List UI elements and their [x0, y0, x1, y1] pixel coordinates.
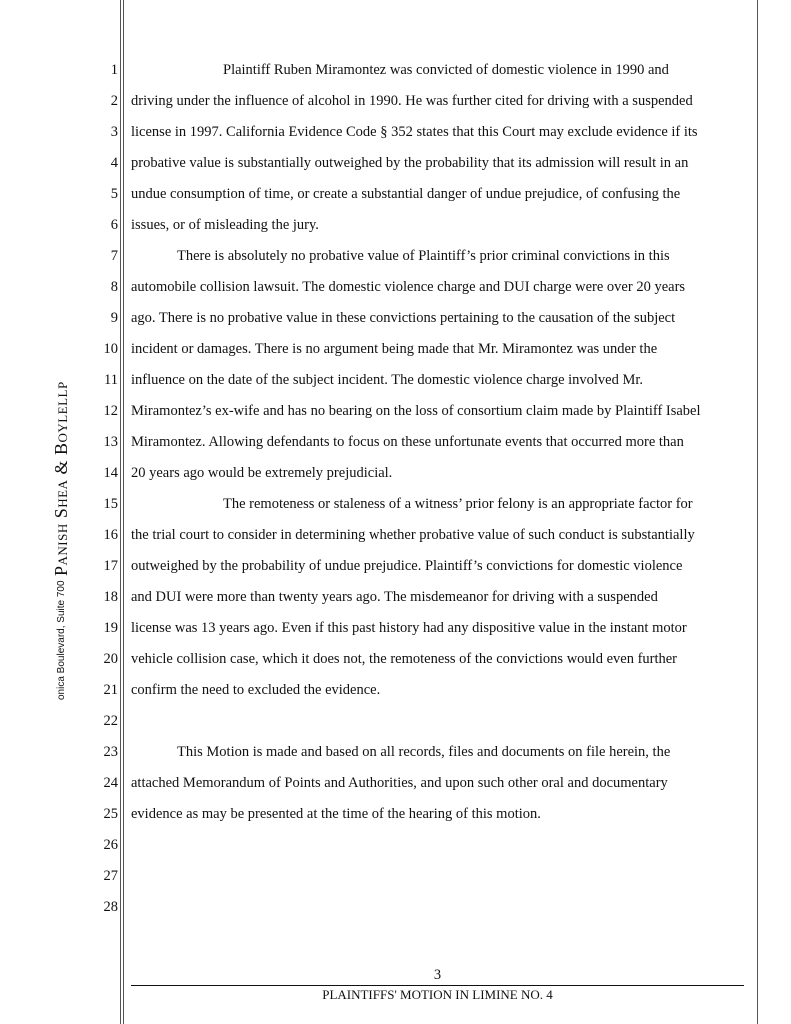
body-text-line: Plaintiff Ruben Miramontez was convicted of domestic violence in 1990 and: [223, 62, 669, 78]
firm-name: Panish Shea & Boylellp: [51, 381, 71, 577]
line-number: 21: [103, 682, 118, 698]
body-text-line: the trial court to consider in determining whether probative value of such conduct is substantially: [131, 527, 695, 543]
line-number: 17: [103, 558, 118, 574]
body-text-line: Miramontez. Allowing defendants to focus on these unfortunate events that occurred more than: [131, 434, 684, 450]
line-number: 11: [104, 372, 118, 388]
left-margin-rule-2: [123, 0, 124, 1024]
body-text-line: confirm the need to excluded the evidence.: [131, 682, 381, 698]
line-number: 8: [110, 279, 118, 295]
line-number: 10: [103, 341, 118, 357]
firm-side-caption: [51, 320, 73, 700]
line-number: 7: [110, 248, 118, 264]
line-number: 24: [103, 775, 118, 791]
footer-document-title: PLAINTIFFS' MOTION IN LIMINE NO. 4: [322, 987, 553, 1002]
line-number: 23: [103, 744, 118, 760]
body-text-line: and DUI were more than twenty years ago. The misdemeanor for driving with a suspended: [131, 589, 658, 605]
line-number: 25: [103, 806, 118, 822]
body-text-line: There is absolutely no probative value of Plaintiff’s prior criminal convictions in this: [177, 248, 670, 264]
body-text-line: outweighed by the probability of undue prejudice. Plaintiff’s convictions for domestic violence: [131, 558, 683, 574]
body-text-line: automobile collision lawsuit. The domestic violence charge and DUI charge were over 20 years: [131, 279, 686, 295]
line-number: 1: [110, 62, 118, 78]
line-number: 15: [103, 496, 118, 512]
body-text-line: 20 years ago would be extremely prejudicial.: [131, 465, 393, 481]
line-number: 5: [110, 186, 118, 202]
body-text-line: incident or damages. There is no argument being made that Mr. Miramontez was under the: [131, 341, 658, 357]
line-number: 9: [110, 310, 118, 326]
line-number: 27: [103, 868, 118, 884]
body-text-line: The remoteness or staleness of a witness’ prior felony is an appropriate factor for: [223, 496, 693, 512]
line-number: 16: [103, 527, 118, 543]
footer-divider: [131, 985, 744, 986]
body-text-line: attached Memorandum of Points and Authorities, and upon such other oral and documentary: [131, 775, 668, 791]
firm-address: onica Boulevard, Suite 700: [56, 580, 67, 700]
line-number: 28: [103, 899, 118, 915]
body-text-line: ago. There is no probative value in these convictions pertaining to the causation of the subject: [131, 310, 676, 326]
body-text-line: license was 13 years ago. Even if this past history had any dispositive value in the instant motor: [131, 620, 687, 636]
line-number: 14: [103, 465, 118, 481]
line-number: 13: [103, 434, 118, 450]
line-number: 19: [103, 620, 118, 636]
left-margin-rule-1: [120, 0, 121, 1024]
line-number: 12: [103, 403, 118, 419]
line-number: 3: [110, 124, 118, 140]
line-number: 2: [110, 93, 118, 109]
body-text-line: undue consumption of time, or create a substantial danger of undue prejudice, of confusing the: [131, 186, 681, 202]
body-text-line: vehicle collision case, which it does not, the remoteness of the convictions would even further: [131, 651, 678, 667]
right-margin-rule: [757, 0, 758, 1024]
line-number: 26: [103, 837, 118, 853]
body-text-line: probative value is substantially outweighed by the probability that its admission will result in an: [131, 155, 689, 171]
body-text-line: Miramontez’s ex-wife and has no bearing on the loss of consortium claim made by Plaintiff Isabel: [131, 403, 701, 419]
line-number: 18: [103, 589, 118, 605]
body-text-line: issues, or of misleading the jury.: [131, 217, 319, 233]
line-number: 4: [110, 155, 118, 171]
body-text-line: influence on the date of the subject incident. The domestic violence charge involved Mr.: [131, 372, 644, 388]
body-text-line: license in 1997. California Evidence Code § 352 states that this Court may exclude evidence if its: [131, 124, 698, 140]
line-number: 22: [103, 713, 118, 729]
page-number: 3: [433, 967, 442, 983]
line-number: 20: [103, 651, 118, 667]
body-text-line: evidence as may be presented at the time of the hearing of this motion.: [131, 806, 541, 822]
body-text-line: driving under the influence of alcohol in 1990. He was further cited for driving with a suspended: [131, 93, 693, 109]
body-text-line: This Motion is made and based on all records, files and documents on file herein, the: [177, 744, 671, 760]
line-number: 6: [110, 217, 118, 233]
